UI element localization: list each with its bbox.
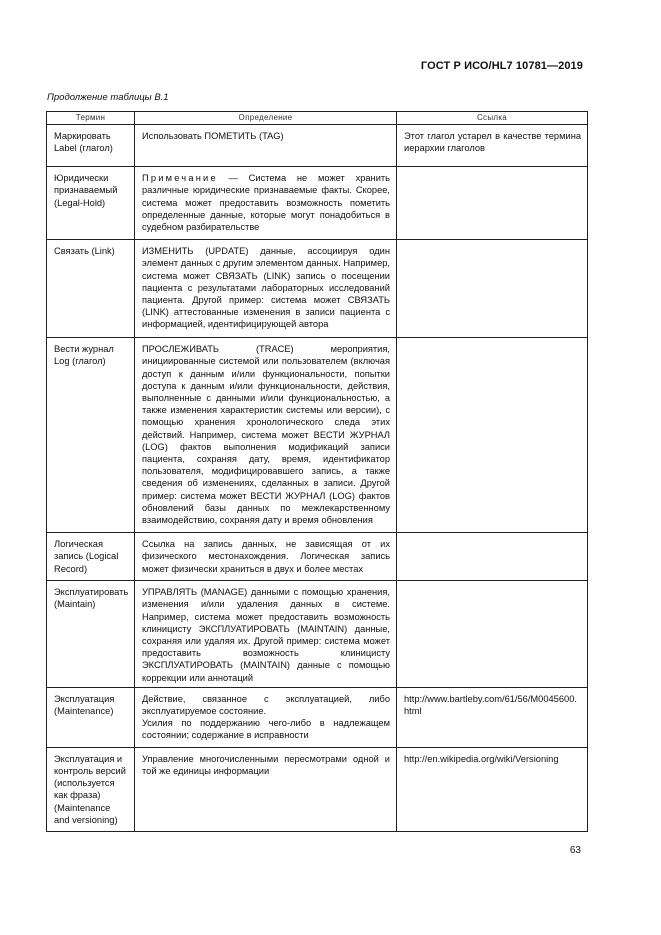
table-row [47, 581, 588, 688]
reference-cell [397, 167, 588, 240]
term-cell: Маркировать Label (глагол) [47, 125, 135, 167]
table-row [47, 533, 588, 581]
definition-cell [135, 687, 397, 747]
definition-cell: ИЗМЕНИТЬ (UPDATE) данные, ассоциируя один элемент данных с другим элементом данных. Например, система может СВЯЗАТЬ (LINK) запись о посещении пациента с результатами лабораторных исследований пациента. Другой пример: система может СВЯЗАТЬ (LINK) аттестованные изменения в записи пациента с информацией, идентифицирующей автора [135, 240, 397, 338]
term-cell: Эксплуатация (Maintenance) [47, 687, 135, 747]
definition-cell: Ссылка на запись данных, не зависящая от их физического местонахождения. Логическая запись может физически храниться в двух и более местах [135, 533, 397, 581]
table-row [47, 240, 588, 338]
reference-cell [397, 338, 588, 533]
column-header-term: Термин [47, 112, 135, 125]
note-text: — Система не может хранить различные юридические признаваемые факты. Скорее, система может предоставить возможность пометить определенные данные, которые могут понадобиться в судебном разбирательстве [142, 173, 390, 233]
column-header-definition: Определение [135, 112, 397, 125]
table-row [47, 338, 588, 533]
reference-cell: http://en.wikipedia.org/wiki/Versioning [397, 747, 588, 831]
page-number: 63 [569, 845, 581, 856]
reference-cell [397, 240, 588, 338]
note-label: Примечание [142, 173, 218, 184]
definition-cell: ПРОСЛЕЖИВАТЬ (TRACE) мероприятия, инициированные системой или пользователем (включая доступ к данным и/или функциональности, попытки доступа к данным и/или функциональности, действия, выполненные с данными и/или функциональностью, а также изменения характеристик системы или версии), с помощью хранения хронологического следа этих действий. Например, система может ВЕСТИ ЖУРНАЛ (LOG) фактов выполнения модификаций записи пациента, сохраняя дату, время, идентификатор пользователя, модифицировавшего запись, а также сведения об изменениях, сделанных в записи. Другой пример: система может ВЕСТИ ЖУРНАЛ (LOG) фактов обновлений базы данных по межлекарственному взаимодействию, сохраняя дату и время обновления [135, 338, 397, 533]
table-caption: Продолжение таблицы В.1 [47, 92, 169, 103]
table-row [47, 747, 588, 831]
reference-cell [397, 581, 588, 688]
terms-table [46, 111, 588, 832]
reference-cell [397, 533, 588, 581]
definition-cell [135, 167, 397, 240]
term-cell: Юридически признаваемый (Legal-Hold) [47, 167, 135, 240]
definition-cell: Управление многочисленными пересмотрами одной и той же единицы информации [135, 747, 397, 831]
term-cell: Эксплуатация и контроль версий (используется как фраза) (Maintenance and versioning) [47, 747, 135, 831]
term-cell: Эксплуатировать (Maintain) [47, 581, 135, 688]
term-cell: Связать (Link) [47, 240, 135, 338]
definition-cell: Использовать ПОМЕТИТЬ (TAG) [135, 125, 397, 167]
definition-paragraph: Усилия по поддержанию чего-либо в надлежащем состоянии; содержание в исправности [142, 718, 390, 741]
document-header: ГОСТ Р ИСО/HL7 10781—2019 [420, 60, 583, 72]
table-row [47, 125, 588, 167]
definition-paragraph: Действие, связанное с эксплуатацией, либо эксплуатируемое состояние. [142, 693, 390, 717]
definition-cell: УПРАВЛЯТЬ (MANAGE) данными с помощью хранения, изменения и/или удаления данных в системе. Например, система может предоставить возможность клиницисту ЭКСПЛУАТИРОВАТЬ (MAINTAIN) данные, сохраняя или удаляя их. Другой пример: система может предоставить возможность клиницисту ЭКСПЛУАТИРОВАТЬ (MAINTAIN) данные с помощью коррекции или аннотаций [135, 581, 397, 688]
reference-cell: Этот глагол устарел в качестве термина иерархии глаголов [397, 125, 588, 167]
table-header-row [47, 112, 588, 125]
term-cell: Логическая запись (Logical Record) [47, 533, 135, 581]
term-cell: Вести журнал Log (глагол) [47, 338, 135, 533]
table-row [47, 687, 588, 747]
column-header-reference: Ссылка [397, 112, 588, 125]
reference-cell: http://www.bartleby.com/61/56/M0045600.html [397, 687, 588, 747]
table-row [47, 167, 588, 240]
